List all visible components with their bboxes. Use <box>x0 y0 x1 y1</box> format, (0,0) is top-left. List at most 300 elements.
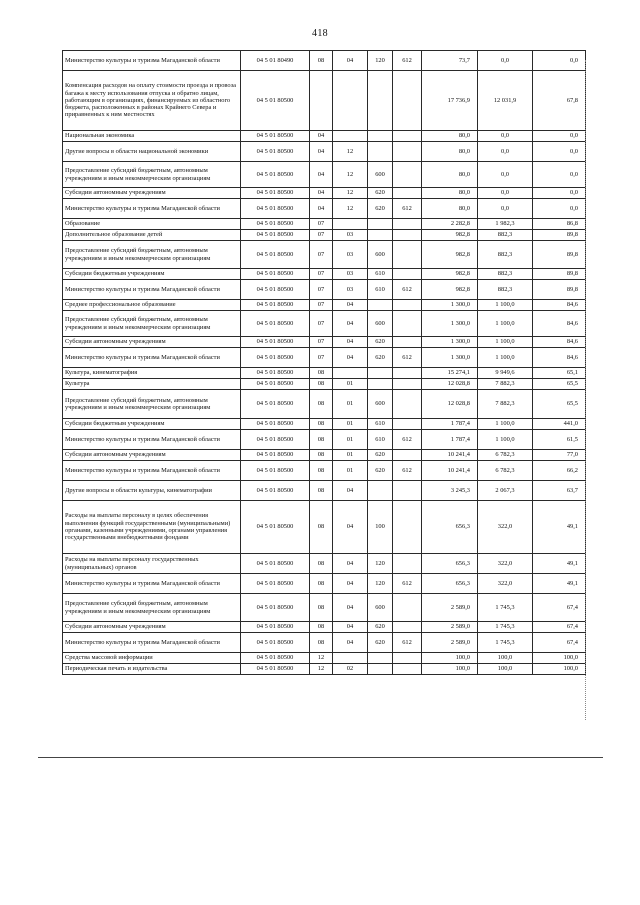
table-row <box>63 241 586 269</box>
cell-subsection: 01 <box>333 379 368 390</box>
cell-subsection: 04 <box>333 594 368 622</box>
table-row <box>63 554 586 574</box>
cell-expense-type <box>368 368 393 379</box>
cell-target-code: 04 5 01 80500 <box>241 188 310 199</box>
cell-section: 07 <box>310 337 333 348</box>
cell-expense-type: 100 <box>368 501 393 554</box>
cell-percent: 49,1 <box>533 501 586 554</box>
cell-plan: 1 300,0 <box>422 348 478 368</box>
cell-name: Культура <box>63 379 241 390</box>
cell-percent: 67,4 <box>533 594 586 622</box>
cell-plan: 2 589,0 <box>422 622 478 633</box>
cell-name: Предоставление субсидий бюджетным, автономным учреждениям и иным некоммерческим организациям <box>63 162 241 188</box>
cell-plan: 80,0 <box>422 142 478 162</box>
cell-percent: 0,0 <box>533 142 586 162</box>
table-row <box>63 71 586 131</box>
cell-plan: 100,0 <box>422 653 478 664</box>
cell-expense-type: 120 <box>368 574 393 594</box>
cell-subsection: 01 <box>333 419 368 430</box>
cell-subsection: 01 <box>333 430 368 450</box>
table-row <box>63 311 586 337</box>
cell-subsection: 12 <box>333 162 368 188</box>
cell-subsection: 04 <box>333 51 368 71</box>
cell-administrator <box>393 230 422 241</box>
cell-target-code: 04 5 01 80500 <box>241 501 310 554</box>
cell-percent: 86,8 <box>533 219 586 230</box>
cell-target-code: 04 5 01 80500 <box>241 269 310 280</box>
cell-percent: 66,2 <box>533 461 586 481</box>
table-row <box>63 142 586 162</box>
cell-expense-type: 620 <box>368 348 393 368</box>
cell-plan: 1 787,4 <box>422 430 478 450</box>
cell-name: Национальная экономика <box>63 131 241 142</box>
cell-section: 08 <box>310 574 333 594</box>
cell-name: Средства массовой информации <box>63 653 241 664</box>
cell-subsection: 03 <box>333 269 368 280</box>
cell-expense-type: 600 <box>368 311 393 337</box>
cell-name: Субсидии бюджетным учреждениям <box>63 269 241 280</box>
cell-plan: 656,3 <box>422 554 478 574</box>
cell-subsection: 04 <box>333 633 368 653</box>
table-row <box>63 131 586 142</box>
cell-target-code: 04 5 01 80500 <box>241 280 310 300</box>
cell-administrator: 612 <box>393 430 422 450</box>
cell-administrator <box>393 481 422 501</box>
cell-section: 07 <box>310 241 333 269</box>
cell-percent: 84,6 <box>533 311 586 337</box>
cell-subsection: 04 <box>333 300 368 311</box>
table-row <box>63 419 586 430</box>
cell-target-code: 04 5 01 80500 <box>241 368 310 379</box>
cell-plan: 2 589,0 <box>422 594 478 622</box>
cell-actual: 882,3 <box>478 269 533 280</box>
table-row <box>63 188 586 199</box>
cell-section: 08 <box>310 419 333 430</box>
cell-name: Министерство культуры и туризма Магаданской области <box>63 280 241 300</box>
cell-expense-type <box>368 379 393 390</box>
table-row <box>63 633 586 653</box>
cell-expense-type: 620 <box>368 633 393 653</box>
cell-target-code: 04 5 01 80500 <box>241 554 310 574</box>
scan-dotted-edge <box>585 60 586 720</box>
cell-actual: 1 100,0 <box>478 311 533 337</box>
cell-plan: 656,3 <box>422 501 478 554</box>
cell-percent: 100,0 <box>533 664 586 675</box>
cell-administrator <box>393 188 422 199</box>
cell-name: Министерство культуры и туризма Магаданской области <box>63 633 241 653</box>
cell-subsection: 12 <box>333 199 368 219</box>
cell-expense-type: 610 <box>368 280 393 300</box>
cell-target-code: 04 5 01 80500 <box>241 131 310 142</box>
cell-plan: 1 787,4 <box>422 419 478 430</box>
cell-administrator <box>393 219 422 230</box>
cell-target-code: 04 5 01 80500 <box>241 71 310 131</box>
cell-subsection <box>333 131 368 142</box>
cell-name: Другие вопросы в области культуры, кинематографии <box>63 481 241 501</box>
cell-percent: 0,0 <box>533 131 586 142</box>
cell-target-code: 04 5 01 80500 <box>241 419 310 430</box>
cell-administrator: 612 <box>393 280 422 300</box>
cell-administrator <box>393 71 422 131</box>
table-row <box>63 622 586 633</box>
cell-section: 04 <box>310 199 333 219</box>
cell-section: 08 <box>310 633 333 653</box>
cell-plan: 100,0 <box>422 664 478 675</box>
table-row <box>63 230 586 241</box>
cell-section: 08 <box>310 594 333 622</box>
cell-section: 07 <box>310 280 333 300</box>
cell-administrator: 612 <box>393 633 422 653</box>
cell-expense-type: 610 <box>368 269 393 280</box>
cell-section <box>310 71 333 131</box>
cell-target-code: 04 5 01 80500 <box>241 622 310 633</box>
cell-plan: 1 300,0 <box>422 337 478 348</box>
cell-plan: 982,8 <box>422 280 478 300</box>
cell-target-code: 04 5 01 80500 <box>241 633 310 653</box>
cell-target-code: 04 5 01 80500 <box>241 199 310 219</box>
cell-section: 07 <box>310 219 333 230</box>
cell-target-code: 04 5 01 80500 <box>241 653 310 664</box>
table-row <box>63 162 586 188</box>
table-row <box>63 653 586 664</box>
cell-name: Министерство культуры и туризма Магаданской области <box>63 430 241 450</box>
cell-percent: 67,8 <box>533 71 586 131</box>
cell-expense-type: 620 <box>368 188 393 199</box>
cell-target-code: 04 5 01 80500 <box>241 664 310 675</box>
cell-actual: 2 067,3 <box>478 481 533 501</box>
cell-actual: 6 782,3 <box>478 461 533 481</box>
cell-percent: 65,5 <box>533 379 586 390</box>
cell-expense-type: 620 <box>368 450 393 461</box>
cell-subsection: 04 <box>333 348 368 368</box>
cell-percent: 65,1 <box>533 368 586 379</box>
cell-expense-type: 610 <box>368 419 393 430</box>
cell-expense-type <box>368 71 393 131</box>
cell-plan: 80,0 <box>422 188 478 199</box>
page-number: 418 <box>312 28 328 39</box>
cell-percent: 61,5 <box>533 430 586 450</box>
cell-actual: 322,0 <box>478 574 533 594</box>
cell-subsection: 04 <box>333 481 368 501</box>
cell-name: Субсидии автономным учреждениям <box>63 188 241 199</box>
cell-actual: 12 031,9 <box>478 71 533 131</box>
table-row <box>63 390 586 419</box>
cell-administrator <box>393 300 422 311</box>
cell-section: 07 <box>310 230 333 241</box>
cell-expense-type: 600 <box>368 594 393 622</box>
table-row <box>63 501 586 554</box>
cell-administrator: 612 <box>393 348 422 368</box>
cell-plan: 17 736,9 <box>422 71 478 131</box>
cell-name: Субсидии автономным учреждениям <box>63 622 241 633</box>
cell-actual: 1 745,3 <box>478 633 533 653</box>
cell-target-code: 04 5 01 80500 <box>241 162 310 188</box>
cell-administrator <box>393 379 422 390</box>
cell-expense-type <box>368 219 393 230</box>
cell-administrator <box>393 269 422 280</box>
cell-expense-type: 620 <box>368 622 393 633</box>
table-row <box>63 368 586 379</box>
cell-plan: 10 241,4 <box>422 461 478 481</box>
cell-actual: 1 982,3 <box>478 219 533 230</box>
cell-expense-type <box>368 481 393 501</box>
cell-subsection: 04 <box>333 501 368 554</box>
cell-percent: 0,0 <box>533 188 586 199</box>
table-row <box>63 199 586 219</box>
cell-name: Министерство культуры и туризма Магаданской области <box>63 51 241 71</box>
cell-actual: 322,0 <box>478 554 533 574</box>
cell-section: 07 <box>310 300 333 311</box>
table-row <box>63 348 586 368</box>
cell-percent: 67,4 <box>533 633 586 653</box>
cell-subsection: 12 <box>333 142 368 162</box>
cell-section: 07 <box>310 348 333 368</box>
cell-name: Предоставление субсидий бюджетным, автономным учреждениям и иным некоммерческим организациям <box>63 241 241 269</box>
cell-plan: 10 241,4 <box>422 450 478 461</box>
cell-actual: 882,3 <box>478 241 533 269</box>
cell-name: Предоставление субсидий бюджетным, автономным учреждениям и иным некоммерческим организациям <box>63 390 241 419</box>
cell-subsection <box>333 219 368 230</box>
cell-plan: 80,0 <box>422 162 478 188</box>
cell-target-code: 04 5 01 80500 <box>241 219 310 230</box>
cell-name: Министерство культуры и туризма Магаданской области <box>63 348 241 368</box>
cell-expense-type <box>368 131 393 142</box>
table-row <box>63 219 586 230</box>
table-row <box>63 379 586 390</box>
cell-target-code: 04 5 01 80500 <box>241 230 310 241</box>
cell-expense-type <box>368 142 393 162</box>
cell-actual: 7 882,3 <box>478 379 533 390</box>
cell-name: Министерство культуры и туризма Магаданской области <box>63 461 241 481</box>
cell-administrator <box>393 142 422 162</box>
cell-expense-type: 610 <box>368 430 393 450</box>
cell-target-code: 04 5 01 80500 <box>241 311 310 337</box>
cell-name: Образование <box>63 219 241 230</box>
table-row <box>63 574 586 594</box>
cell-subsection: 04 <box>333 311 368 337</box>
cell-administrator <box>393 594 422 622</box>
cell-actual: 100,0 <box>478 653 533 664</box>
cell-name: Среднее профессиональное образование <box>63 300 241 311</box>
footer-rule <box>38 757 603 758</box>
cell-name: Другие вопросы в области национальной экономики <box>63 142 241 162</box>
cell-percent: 49,1 <box>533 574 586 594</box>
cell-percent: 49,1 <box>533 554 586 574</box>
cell-section: 08 <box>310 379 333 390</box>
table-row <box>63 594 586 622</box>
cell-percent: 65,5 <box>533 390 586 419</box>
cell-expense-type: 620 <box>368 461 393 481</box>
cell-section: 08 <box>310 51 333 71</box>
cell-administrator <box>393 653 422 664</box>
table-row <box>63 664 586 675</box>
cell-percent: 67,4 <box>533 622 586 633</box>
cell-target-code: 04 5 01 80500 <box>241 481 310 501</box>
cell-name: Расходы на выплаты персоналу в целях обеспечения выполнения функций государственными (муниципальными) органами, казенными учреждениями, органами управления государственными внебюджетными фондами <box>63 501 241 554</box>
cell-plan: 2 589,0 <box>422 633 478 653</box>
cell-section: 04 <box>310 131 333 142</box>
cell-percent: 77,0 <box>533 450 586 461</box>
cell-target-code: 04 5 01 80500 <box>241 390 310 419</box>
table-row <box>63 51 586 71</box>
cell-subsection: 04 <box>333 622 368 633</box>
cell-plan: 656,3 <box>422 574 478 594</box>
cell-percent: 0,0 <box>533 199 586 219</box>
cell-actual: 1 745,3 <box>478 622 533 633</box>
cell-section: 12 <box>310 653 333 664</box>
cell-section: 08 <box>310 461 333 481</box>
cell-target-code: 04 5 01 80500 <box>241 450 310 461</box>
cell-actual: 6 782,3 <box>478 450 533 461</box>
cell-percent: 89,8 <box>533 230 586 241</box>
cell-actual: 0,0 <box>478 199 533 219</box>
cell-subsection <box>333 653 368 664</box>
cell-actual: 0,0 <box>478 131 533 142</box>
cell-target-code: 04 5 01 80500 <box>241 430 310 450</box>
cell-administrator <box>393 664 422 675</box>
cell-actual: 1 745,3 <box>478 594 533 622</box>
cell-name: Расходы на выплаты персоналу государственных (муниципальных) органов <box>63 554 241 574</box>
cell-administrator <box>393 419 422 430</box>
cell-section: 08 <box>310 622 333 633</box>
cell-subsection: 02 <box>333 664 368 675</box>
cell-administrator <box>393 368 422 379</box>
cell-actual: 1 100,0 <box>478 430 533 450</box>
cell-expense-type: 600 <box>368 162 393 188</box>
cell-section: 08 <box>310 430 333 450</box>
cell-subsection: 01 <box>333 390 368 419</box>
cell-actual: 9 949,6 <box>478 368 533 379</box>
cell-name: Периодическая печать и издательства <box>63 664 241 675</box>
cell-subsection: 04 <box>333 574 368 594</box>
table-row <box>63 300 586 311</box>
cell-section: 12 <box>310 664 333 675</box>
budget-table <box>62 50 586 675</box>
table-row <box>63 269 586 280</box>
cell-name: Дополнительное образование детей <box>63 230 241 241</box>
cell-name: Культура, кинематография <box>63 368 241 379</box>
cell-section: 07 <box>310 269 333 280</box>
cell-percent: 84,6 <box>533 300 586 311</box>
cell-expense-type: 620 <box>368 337 393 348</box>
cell-section: 08 <box>310 501 333 554</box>
cell-subsection: 01 <box>333 461 368 481</box>
cell-section: 08 <box>310 481 333 501</box>
cell-name: Компенсация расходов на оплату стоимости проезда и провоза багажа к месту использования отпуска и обратно лицам, работающим в организациях, финансируемых из областного бюджета, расположенных в районах Крайнего Севера и приравненных к ним местностях <box>63 71 241 131</box>
cell-administrator <box>393 501 422 554</box>
cell-name: Субсидии автономным учреждениям <box>63 337 241 348</box>
cell-section: 04 <box>310 188 333 199</box>
cell-subsection: 04 <box>333 554 368 574</box>
cell-administrator: 612 <box>393 461 422 481</box>
cell-section: 07 <box>310 311 333 337</box>
cell-subsection <box>333 71 368 131</box>
cell-expense-type: 620 <box>368 199 393 219</box>
cell-actual: 100,0 <box>478 664 533 675</box>
cell-percent: 89,8 <box>533 241 586 269</box>
table-row <box>63 430 586 450</box>
cell-percent: 84,6 <box>533 348 586 368</box>
cell-section: 08 <box>310 390 333 419</box>
cell-plan: 1 300,0 <box>422 300 478 311</box>
cell-target-code: 04 5 01 80500 <box>241 461 310 481</box>
cell-section: 08 <box>310 450 333 461</box>
cell-percent: 0,0 <box>533 51 586 71</box>
table-row <box>63 280 586 300</box>
cell-percent: 89,8 <box>533 269 586 280</box>
cell-subsection: 01 <box>333 450 368 461</box>
table-row <box>63 481 586 501</box>
cell-expense-type: 120 <box>368 554 393 574</box>
cell-administrator <box>393 390 422 419</box>
cell-plan: 2 282,8 <box>422 219 478 230</box>
cell-subsection: 03 <box>333 280 368 300</box>
cell-percent: 63,7 <box>533 481 586 501</box>
cell-actual: 882,3 <box>478 230 533 241</box>
cell-administrator <box>393 131 422 142</box>
cell-plan: 15 274,1 <box>422 368 478 379</box>
cell-percent: 100,0 <box>533 653 586 664</box>
cell-subsection <box>333 368 368 379</box>
cell-actual: 7 882,3 <box>478 390 533 419</box>
cell-plan: 982,8 <box>422 230 478 241</box>
cell-target-code: 04 5 01 80500 <box>241 348 310 368</box>
cell-administrator: 612 <box>393 51 422 71</box>
cell-name: Субсидии бюджетным учреждениям <box>63 419 241 430</box>
table-row <box>63 461 586 481</box>
cell-name: Министерство культуры и туризма Магаданской области <box>63 574 241 594</box>
cell-subsection: 03 <box>333 241 368 269</box>
cell-expense-type <box>368 230 393 241</box>
cell-actual: 0,0 <box>478 51 533 71</box>
cell-percent: 441,0 <box>533 419 586 430</box>
cell-expense-type: 600 <box>368 241 393 269</box>
cell-plan: 982,8 <box>422 269 478 280</box>
cell-subsection: 03 <box>333 230 368 241</box>
cell-actual: 1 100,0 <box>478 348 533 368</box>
cell-plan: 1 300,0 <box>422 311 478 337</box>
cell-target-code: 04 5 01 80490 <box>241 51 310 71</box>
cell-plan: 982,8 <box>422 241 478 269</box>
cell-plan: 3 245,3 <box>422 481 478 501</box>
budget-table-body <box>63 51 586 675</box>
cell-target-code: 04 5 01 80500 <box>241 337 310 348</box>
cell-expense-type: 120 <box>368 51 393 71</box>
cell-section: 08 <box>310 554 333 574</box>
cell-expense-type <box>368 653 393 664</box>
cell-administrator <box>393 241 422 269</box>
cell-plan: 12 028,8 <box>422 390 478 419</box>
cell-section: 04 <box>310 142 333 162</box>
cell-plan: 80,0 <box>422 131 478 142</box>
cell-administrator <box>393 162 422 188</box>
cell-percent: 89,8 <box>533 280 586 300</box>
cell-target-code: 04 5 01 80500 <box>241 142 310 162</box>
cell-administrator <box>393 622 422 633</box>
cell-plan: 80,0 <box>422 199 478 219</box>
cell-name: Предоставление субсидий бюджетным, автономным учреждениям и иным некоммерческим организациям <box>63 594 241 622</box>
cell-actual: 0,0 <box>478 188 533 199</box>
cell-actual: 882,3 <box>478 280 533 300</box>
cell-plan: 73,7 <box>422 51 478 71</box>
cell-percent: 0,0 <box>533 162 586 188</box>
table-row <box>63 337 586 348</box>
cell-administrator <box>393 450 422 461</box>
cell-administrator <box>393 337 422 348</box>
cell-expense-type <box>368 664 393 675</box>
table-row <box>63 450 586 461</box>
cell-expense-type <box>368 300 393 311</box>
